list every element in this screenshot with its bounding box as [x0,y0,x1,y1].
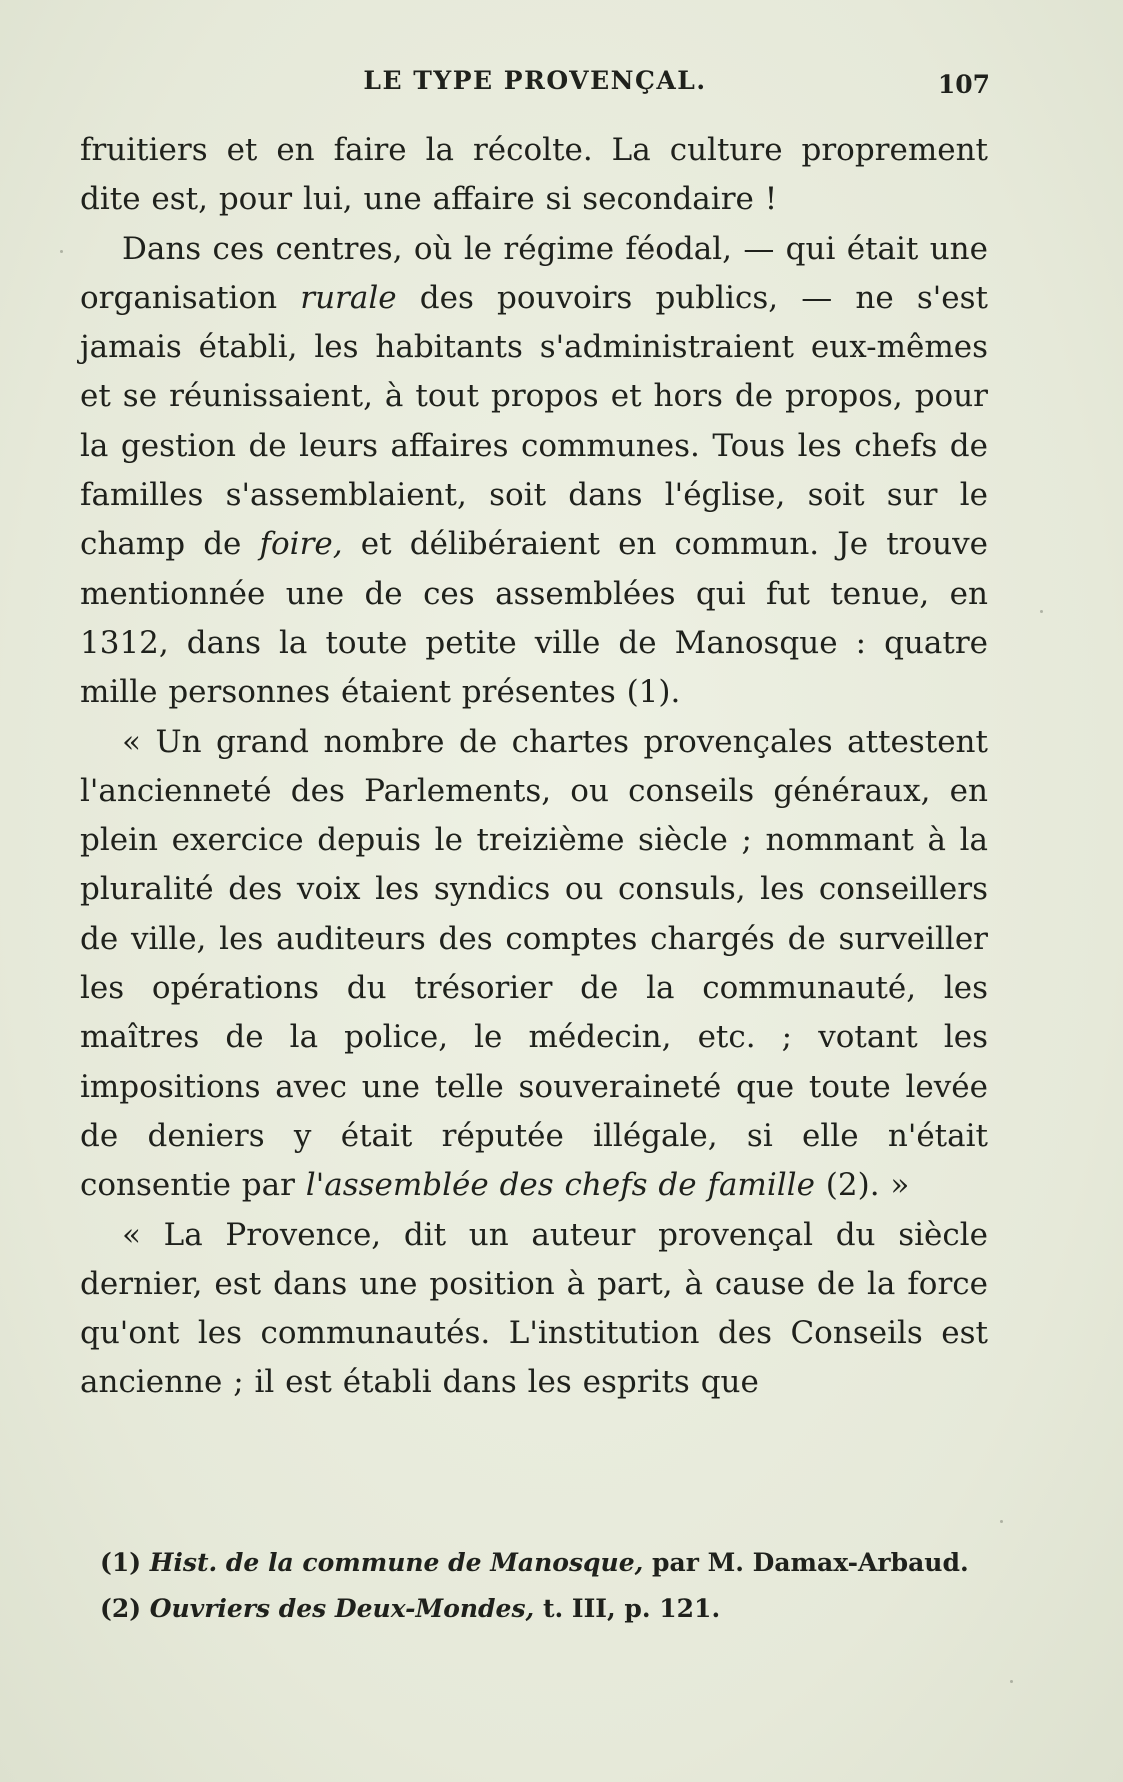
footnote-1-rest: par M. Damax-Arbaud. [643,1548,969,1577]
footnote-2-rest: t. III, p. 121. [534,1594,721,1623]
footnote-2 [100,1586,988,1632]
paragraph-4-text: « La Provence, dit un auteur provençal du siècle dernier, est dans une position à part, à cause de la force qu'ont les communautés. L'institution des Conseils est ancienne ; il est établi dans les esprits que [80,1216,988,1401]
footnote-1 [100,1540,988,1586]
paragraph-2-text-e: et délibéraient en commun. Je trouve mentionnée une de ces assemblées qui fut tenue, en 1312, dans la toute petite ville de Manosque : quatre mille personnes étaient présentes (1). [80,526,988,711]
paper-speck [1040,610,1043,613]
paragraph-3-text-a: « Un grand nombre de chartes provençales attestent l'ancienneté des Parlements, ou conseils généraux, en plein exercice depuis le treizième siècle ; nommant à la pluralité des voix les syndics ou consuls, les conseillers de ville, les auditeurs des comptes chargés de surveiller les opérations du trésorier de la communauté, les maîtres de la police, le médecin, etc. ; votant les impositions avec une telle souveraineté que toute levée de deniers y était réputée illégale, si elle n'était consentie par [80,723,988,1204]
running-title: LE TYPE PROVENÇAL. [363,66,707,95]
footnote-1-title: Hist. de la commune de Manosque, [149,1548,644,1577]
paper-speck [1000,1520,1003,1523]
italic-assemblee: l'assemblée des chefs de famille [305,1167,815,1204]
footnotes [100,1540,988,1632]
italic-rurale: rurale [300,279,397,316]
paragraph-2-text-c: des pouvoirs publics, — ne s'est jamais établi, les habitants s'administraient eux-mêmes et se réunissaient, à tout propos et hors de propos, pour la gestion de leurs affaires communes. Tous les chefs de familles s'assemblaient, soit dans l'église, soit sur le champ de [80,279,989,563]
running-head [80,62,990,102]
page-number: 107 [937,70,990,99]
paragraph-feudal-regime [80,225,988,718]
paragraph-1-text: fruitiers et en faire la récolte. La culture proprement dite est, pour lui, une affaire si secondaire ! [80,132,988,218]
paper-speck [1010,1680,1013,1683]
paragraph-continuation [80,126,988,225]
paragraph-2-text-a: Dans ces centres, où le régime féodal, — qui était une organisation [80,230,988,316]
body-text [80,126,988,1408]
italic-foire: foire, [259,526,343,563]
paragraph-chartes-quote [80,718,988,1211]
footnote-2-title: Ouvriers des Deux-Mondes, [149,1594,535,1623]
paragraph-provence-quote [80,1211,988,1408]
footnote-2-marker: (2) [100,1594,150,1623]
paragraph-3-text-c: (2). » [814,1167,910,1204]
paper-speck [60,250,63,253]
footnote-1-marker: (1) [100,1548,150,1577]
